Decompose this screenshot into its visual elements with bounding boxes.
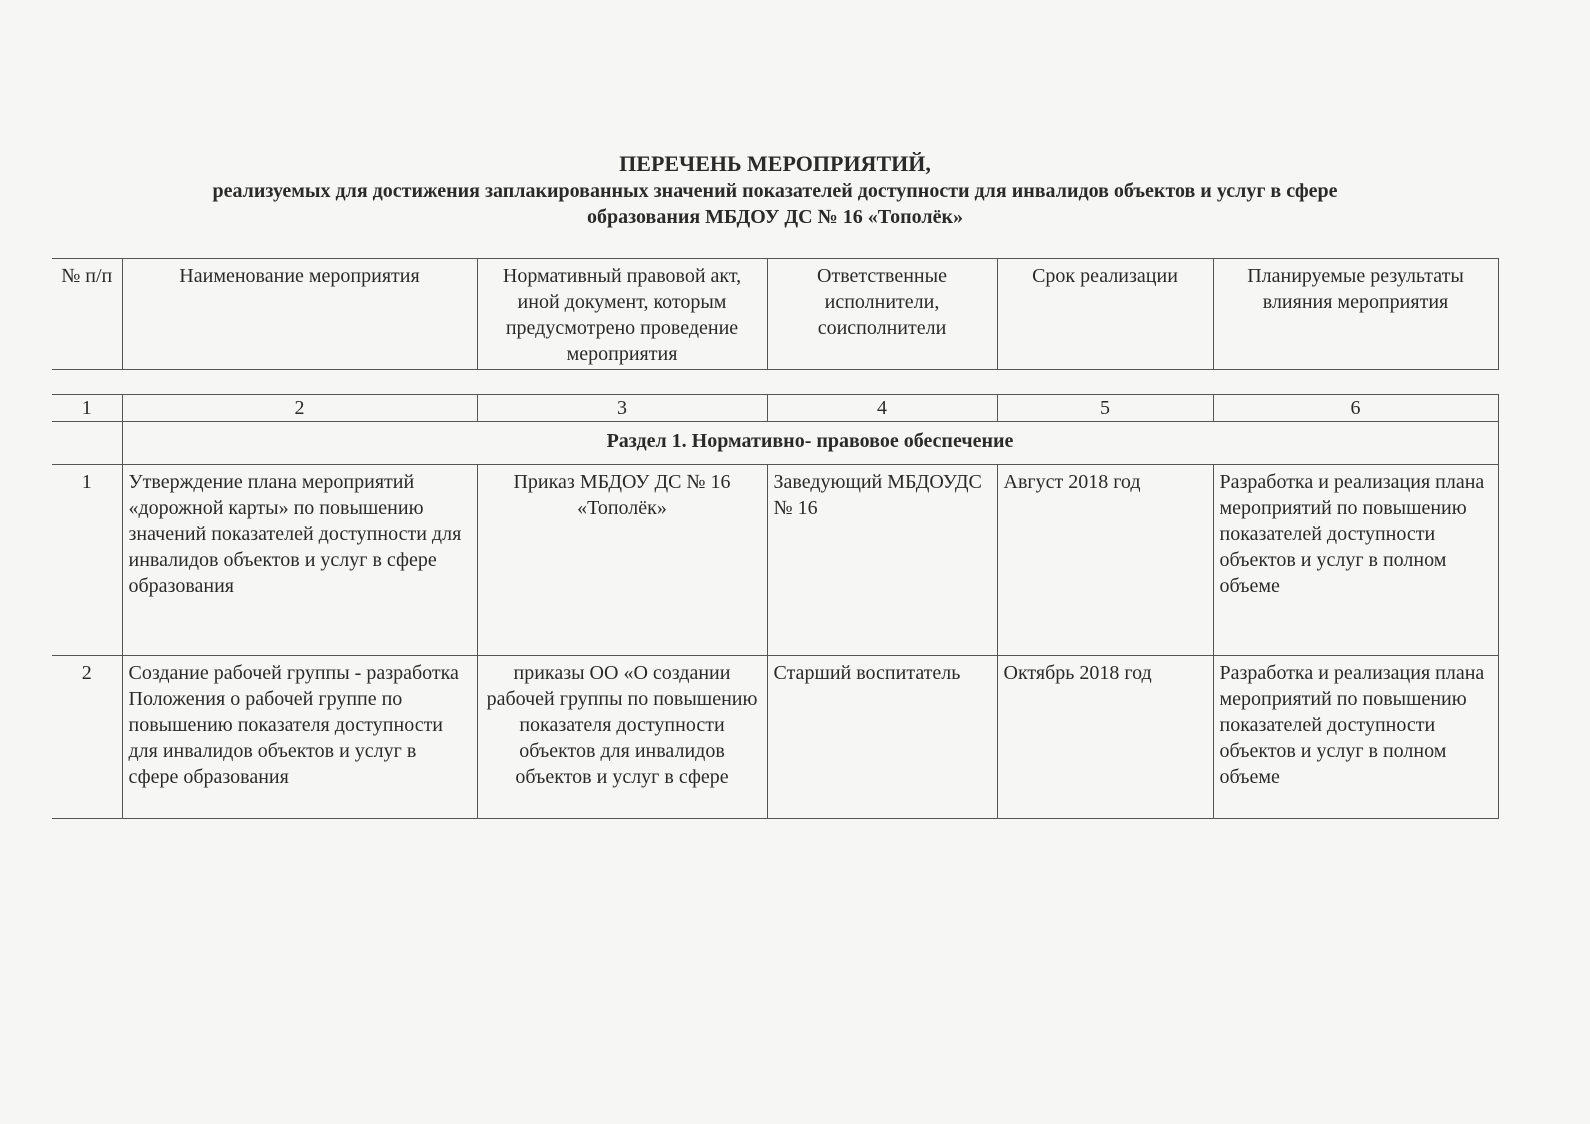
title-line-3: образования МБДОУ ДС № 16 «Тополёк» [586, 206, 964, 228]
section-heading-row [52, 422, 1498, 465]
document-title [0, 150, 1550, 230]
row-name: Создание рабочей группы - разработка Положения о рабочей группе по повышению показателя доступности для инвалидов объектов и услуг в сфере образования [122, 656, 477, 819]
column-number: 1 [52, 395, 122, 422]
row-number: 1 [52, 465, 122, 656]
row-result: Разработка и реализация плана мероприятий по повышению показателей доступности объектов и услуг в полном объеме [1213, 656, 1498, 819]
row-name: Утверждение плана мероприятий «дорожной карты» по повышению значений показателей доступности для инвалидов объектов и услуг в сфере образования [122, 465, 477, 656]
header-responsible: Ответственные исполнители, соисполнители [767, 259, 997, 370]
row-result: Разработка и реализация плана мероприятий по повышению показателей доступности объектов и услуг в полном объеме [1213, 465, 1498, 656]
row-document: Приказ МБДОУ ДС № 16 «Тополёк» [477, 465, 767, 656]
header-number: № п/п [52, 259, 122, 370]
measures-table [52, 394, 1499, 819]
column-number: 4 [767, 395, 997, 422]
header-row [52, 259, 1498, 370]
row-document: приказы ОО «О создании рабочей группы по повышению показателя доступности объектов для инвалидов объектов и услуг в сфере [477, 656, 767, 819]
header-document: Нормативный правовой акт, иной документ, которым предусмотрено проведение мероприятия [477, 259, 767, 370]
column-number: 3 [477, 395, 767, 422]
table-row [52, 656, 1498, 819]
header-result: Планируемые результаты влияния мероприятия [1213, 259, 1498, 370]
column-number: 6 [1213, 395, 1498, 422]
title-line-2: реализуемых для достижения заплакированных значений показателей доступности для инвалидов объектов и услуг в сфере [212, 180, 1338, 202]
table-row [52, 465, 1498, 656]
header-table [52, 258, 1499, 370]
column-number: 5 [997, 395, 1213, 422]
row-term: Октябрь 2018 год [997, 656, 1213, 819]
section-empty-cell [52, 422, 122, 465]
header-term: Срок реализации [997, 259, 1213, 370]
row-term: Август 2018 год [997, 465, 1213, 656]
row-number: 2 [52, 656, 122, 819]
title-line-1: ПЕРЕЧЕНЬ МЕРОПРИЯТИЙ, [619, 151, 931, 176]
section-heading: Раздел 1. Нормативно- правовое обеспечение [122, 422, 1498, 465]
row-responsible: Заведующий МБДОУДС № 16 [767, 465, 997, 656]
row-responsible: Старший воспитатель [767, 656, 997, 819]
header-name: Наименование мероприятия [122, 259, 477, 370]
column-number-row [52, 395, 1498, 422]
column-number: 2 [122, 395, 477, 422]
